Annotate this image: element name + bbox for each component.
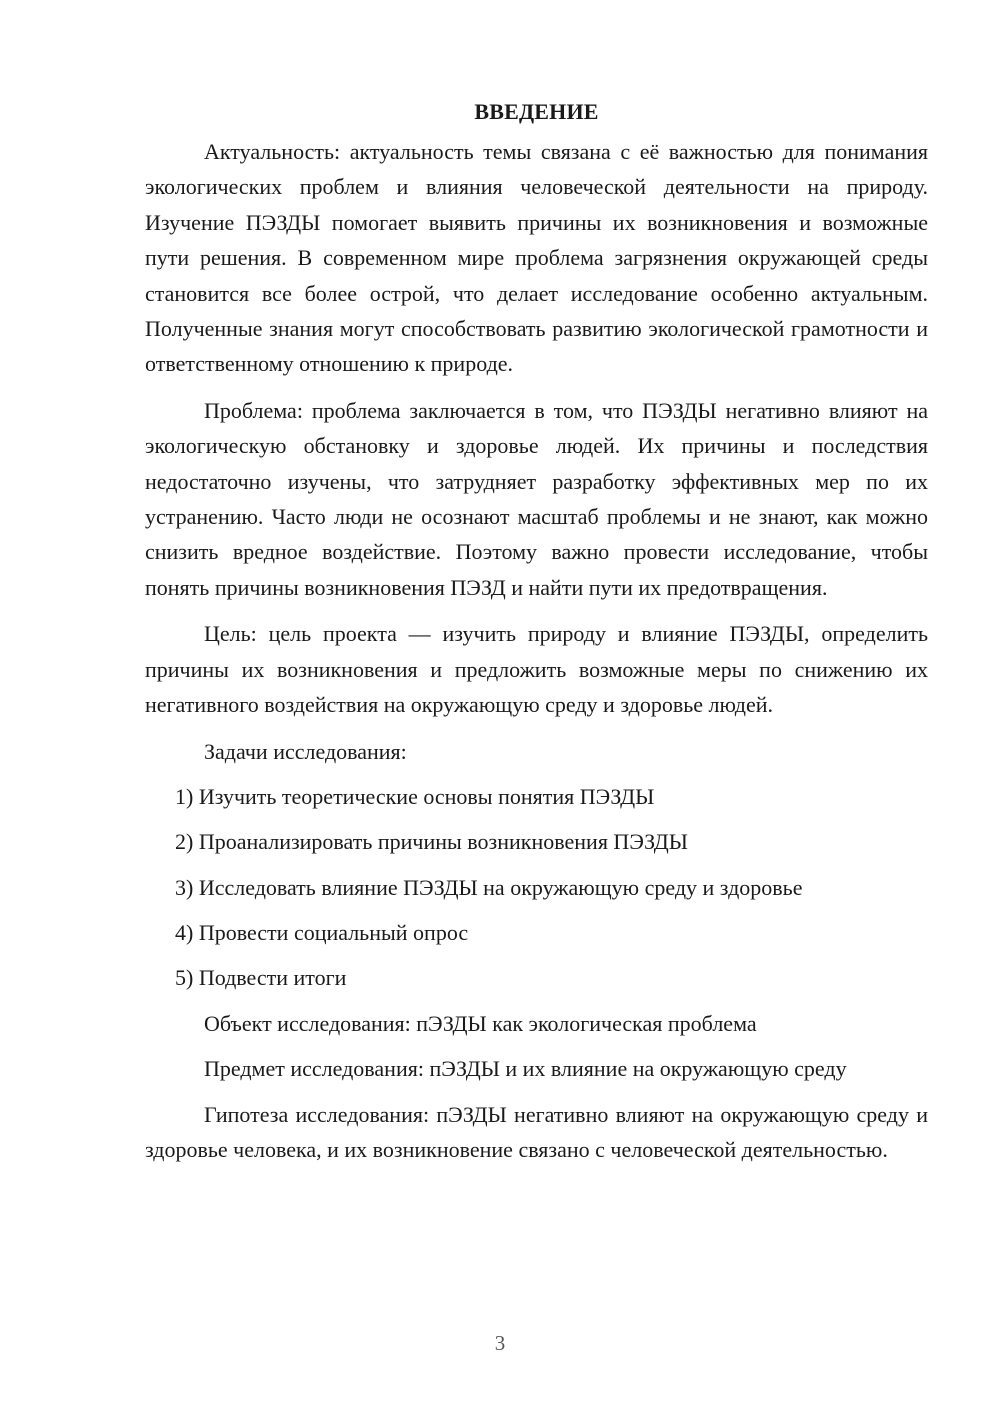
page-number: 3: [494, 1331, 506, 1355]
hypothesis-paragraph: Гипотеза исследования: пЭЗДЫ негативно влияют на окружающую среду и здоровье человека, и их возникновение связано с человеческой деятельностью.: [145, 1101, 928, 1163]
relevance-paragraph: Актуальность: актуальность темы связана с её важностью для понимания экологических проблем и влияния человеческой деятельности на природу. Изучение ПЭЗДЫ помогает выявить причины их возникновения и возможные пути решения. В современном мире проблема загрязнения окружающей среды становится все более острой, что делает исследование особенно актуальным. Полученные знания могут способствовать развитию экологической грамотности и ответственному отношению к природе.: [145, 139, 928, 377]
list-item: 4) Провести социальный опрос: [175, 920, 469, 946]
problem-paragraph: Проблема: проблема заключается в том, что ПЭЗДЫ негативно влияют на экологическую обстановку и здоровье людей. Их причины и последствия недостаточно изучены, что затрудняет разработку эффективных мер по их устранению. Часто люди не осознают масштаб проблемы и не знают, как можно снизить вредное воздействие. Поэтому важно провести исследование, чтобы понять причины возникновения ПЭЗД и найти пути их предотвращения.: [145, 397, 928, 600]
list-item: 2) Проанализировать причины возникновения ПЭЗДЫ: [175, 829, 688, 855]
list-item: 5) Подвести итоги: [175, 965, 347, 991]
page-title: ВВЕДЕНИЕ: [474, 99, 599, 124]
research-subject: Предмет исследования: пЭЗДЫ и их влияние на окружающую среду: [204, 1056, 847, 1082]
document-page: [145, 94, 928, 1167]
goal-paragraph: Цель: цель проекта — изучить природу и влияние ПЭЗДЫ, определить причины их возникновения и предложить возможные меры по снижению их негативного воздействия на окружающую среду и здоровье людей.: [145, 621, 928, 718]
list-item: 3) Исследовать влияние ПЭЗДЫ на окружающую среду и здоровье: [175, 874, 803, 900]
list-item: 1) Изучить теоретические основы понятия ПЭЗДЫ: [175, 783, 655, 809]
tasks-list: [145, 779, 928, 996]
research-object: Объект исследования: пЭЗДЫ как экологическая проблема: [204, 1010, 757, 1036]
tasks-heading: Задачи исследования:: [204, 738, 407, 764]
